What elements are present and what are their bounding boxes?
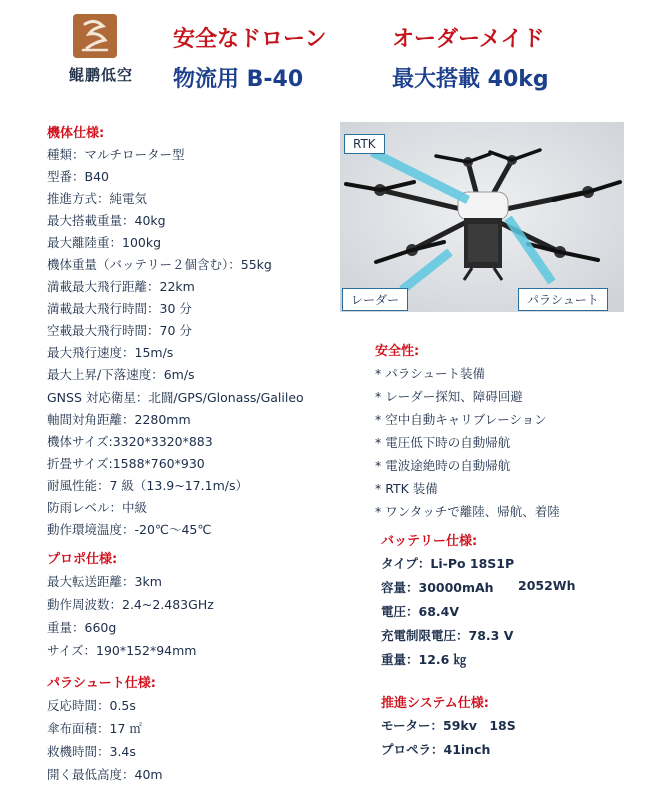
machine-specs-heading: 機体仕様: <box>47 126 105 141</box>
callout-radar: レーダー <box>342 288 408 311</box>
callout-parachute: パラシュート <box>518 288 608 311</box>
machine-spec-item: 防雨レベル：中級 <box>47 500 148 515</box>
machine-spec-item: 機体重量（バッテリー２個含む）：55kg <box>47 257 272 272</box>
safety-heading: 安全性: <box>375 344 420 359</box>
machine-spec-item: 耐風性能：7 級（13.9~17.1m/s） <box>47 478 248 493</box>
machine-spec-item: 満載最大飛行時間：30 分 <box>47 301 192 316</box>
battery-weight: 重量：12.6 ㎏ <box>381 652 467 667</box>
machine-spec-item: 動作環境温度：-20℃～45℃ <box>47 522 212 537</box>
parachute-spec-item: 傘布面積：17 ㎡ <box>47 721 142 736</box>
propo-spec-item: 動作周波数：2.4~2.483GHz <box>47 597 214 612</box>
machine-spec-item: 満載最大飛行距離：22km <box>47 279 195 294</box>
parachute-spec-item: 開く最低高度：40m <box>47 767 163 782</box>
battery-type: タイプ：Li-Po 18S1P <box>381 556 515 571</box>
title-model: 物流用 B-40 <box>173 67 304 92</box>
battery-charge-limit: 充電制限電圧：78.3 V <box>381 628 514 643</box>
drone-photo <box>340 122 624 312</box>
propo-spec-item: 最大転送距離：3km <box>47 574 162 589</box>
propo-specs-heading: プロポ仕様: <box>47 552 118 567</box>
propulsion-propeller: プロペラ：41inch <box>381 742 491 757</box>
callout-rtk: RTK <box>344 134 385 154</box>
battery-voltage: 電圧：68.4V <box>381 604 460 619</box>
safety-item: * 空中自動キャリブレーション <box>375 412 547 427</box>
propulsion-specs-heading: 推進システム仕様: <box>381 696 489 711</box>
safety-item: * レーダー探知、障碍回避 <box>375 389 523 404</box>
propulsion-motor: モーター：59kv 18S <box>381 718 516 733</box>
machine-spec-item: 軸間対角距離：2280mm <box>47 412 191 427</box>
title-safe-drone: 安全なドローン <box>173 27 327 52</box>
logo-text: 鲲鹏低空 <box>68 66 133 84</box>
propo-spec-item: 重量：660g <box>47 620 117 635</box>
brand-logo <box>50 14 152 90</box>
parachute-spec-item: 救機時間：3.4s <box>47 744 136 759</box>
battery-specs-heading: バッテリー仕様: <box>381 534 478 549</box>
safety-item: * RTK 装備 <box>375 481 438 496</box>
battery-energy: 2052Wh <box>518 578 576 593</box>
machine-spec-item: 最大上昇/下落速度：6m/s <box>47 367 195 382</box>
parachute-spec-item: 反応時間：0.5s <box>47 698 136 713</box>
machine-spec-item: 種類：マルチローター型 <box>47 147 185 162</box>
machine-spec-item: 空載最大飛行時間：70 分 <box>47 323 192 338</box>
machine-spec-item: 折畳サイズ:1588*760*930 <box>47 456 205 471</box>
safety-item: * ワンタッチで離陸、帰航、着陸 <box>375 504 560 519</box>
safety-item: * 電圧低下時の自動帰航 <box>375 435 511 450</box>
machine-spec-item: GNSS 対応衛星：北闘/GPS/Glonass/Galileo <box>47 390 304 405</box>
parachute-specs-heading: パラシュート仕様: <box>47 676 156 691</box>
logo-emblem-icon <box>73 14 117 58</box>
safety-item: * パラシュート装備 <box>375 366 485 381</box>
propo-spec-item: サイズ：190*152*94mm <box>47 643 197 658</box>
machine-spec-item: 機体サイズ:3320*3320*883 <box>47 434 213 449</box>
safety-item: * 電波途絶時の自動帰航 <box>375 458 511 473</box>
machine-spec-item: 最大飛行速度：15m/s <box>47 345 174 360</box>
machine-spec-item: 最大搭載重量：40kg <box>47 213 166 228</box>
battery-capacity: 容量：30000mAh <box>381 580 494 595</box>
title-custom-order: オーダーメイド <box>392 27 545 52</box>
machine-spec-item: 型番：B40 <box>47 169 109 184</box>
machine-spec-item: 推進方式：純電気 <box>47 191 148 206</box>
title-max-payload: 最大搭載 40kg <box>392 67 549 92</box>
machine-spec-item: 最大離陸重：100kg <box>47 235 162 250</box>
